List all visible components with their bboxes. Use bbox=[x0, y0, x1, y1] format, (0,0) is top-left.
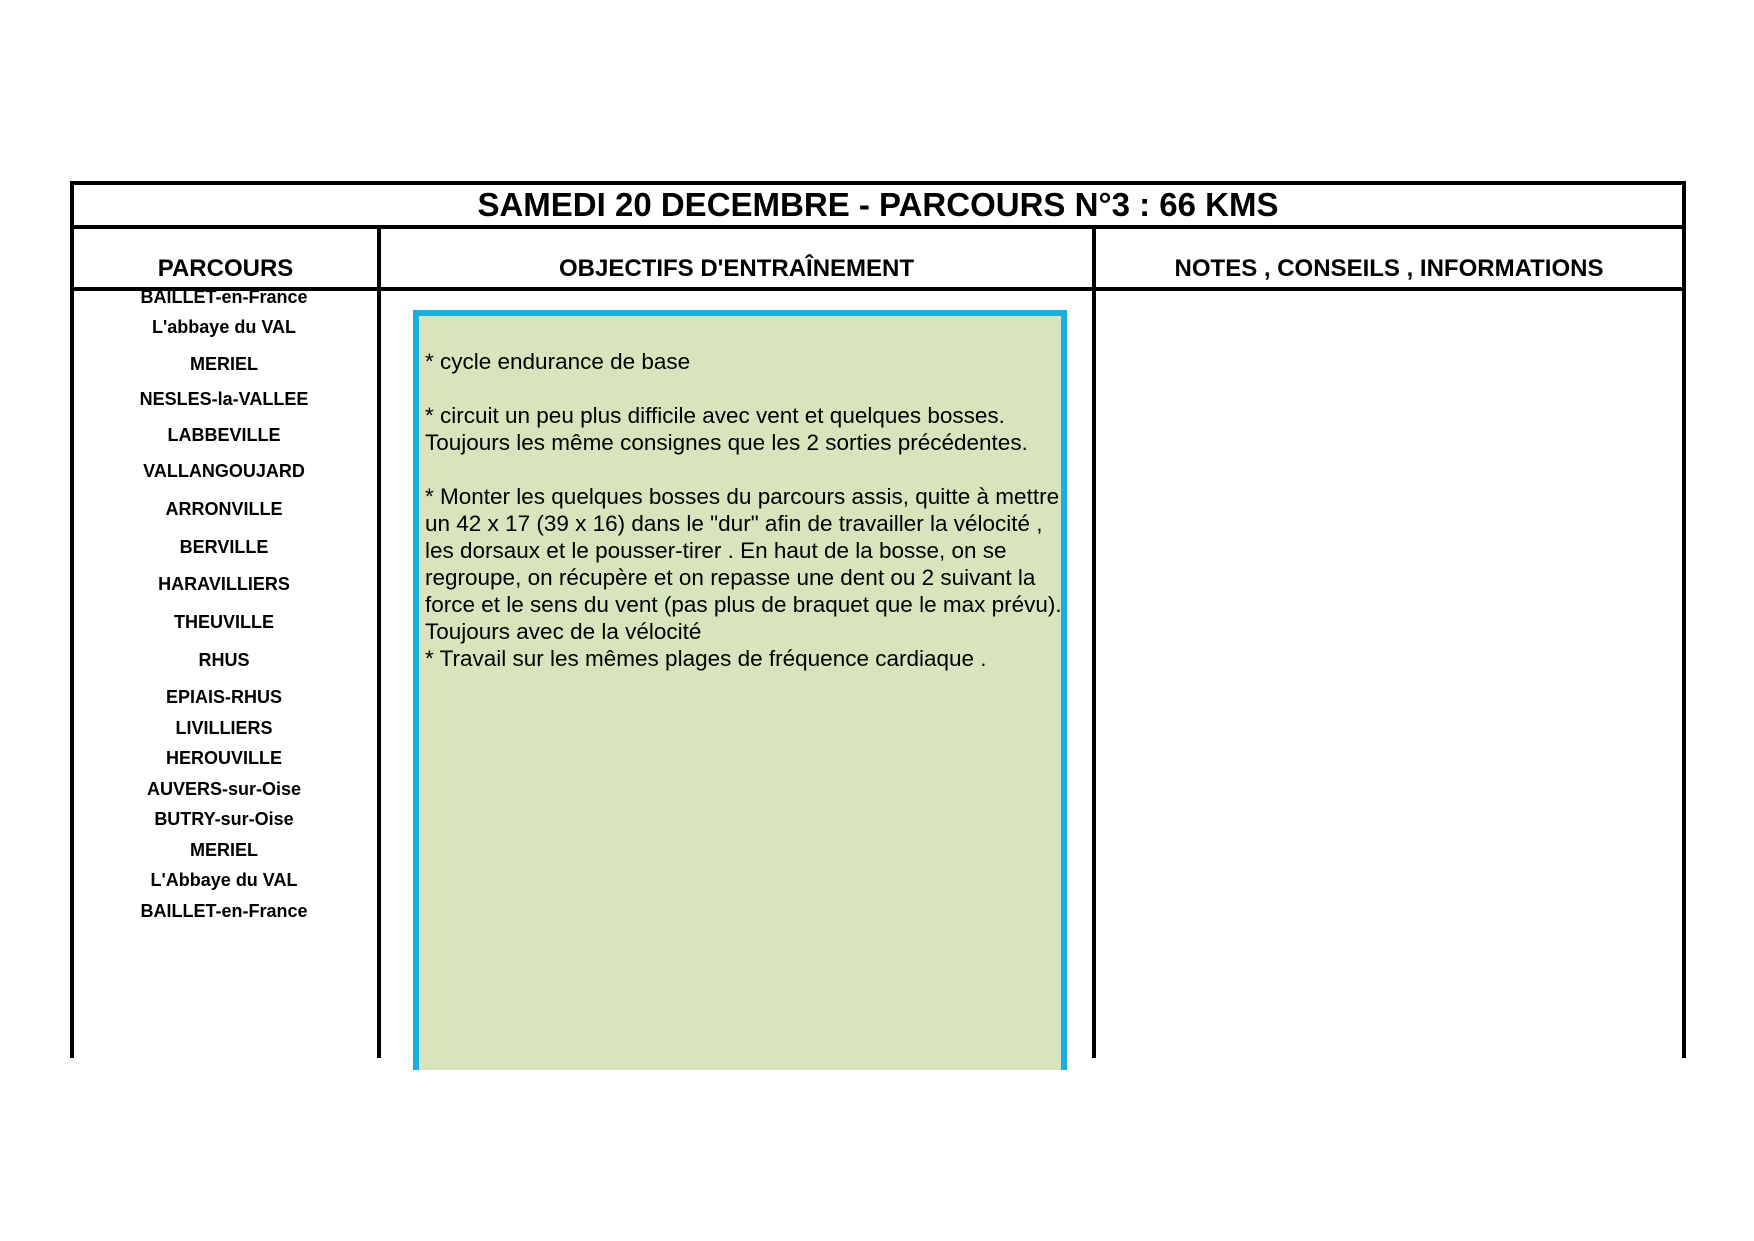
route-stop: HEROUVILLE bbox=[165, 748, 282, 768]
frame-right-border bbox=[1682, 181, 1686, 1058]
route-stop: VALLANGOUJARD bbox=[143, 461, 305, 481]
column-divider-route bbox=[377, 225, 381, 1058]
objective-paragraph: * cycle endurance de base bbox=[425, 349, 691, 374]
route-stop: BAILLET-en-France bbox=[140, 901, 308, 921]
route-stop: EPIAIS-RHUS bbox=[165, 687, 282, 707]
route-stop: AUVERS-sur-Oise bbox=[146, 779, 302, 799]
objective-paragraph: * circuit un peu plus difficile avec vent et quelques bosses. Toujours les même consignes que les 2 sorties précédentes. bbox=[425, 403, 1028, 455]
route-stop: L'Abbaye du VAL bbox=[150, 870, 298, 890]
column-header-notes: NOTES , CONSEILS , INFORMATIONS bbox=[1174, 255, 1604, 282]
route-stop: BERVILLE bbox=[179, 537, 269, 557]
route-stop: RHUS bbox=[198, 650, 250, 670]
column-header-route: PARCOURS bbox=[157, 255, 294, 282]
column-header-objectives: OBJECTIFS D'ENTRAÎNEMENT bbox=[558, 255, 915, 282]
route-stop: BUTRY-sur-Oise bbox=[154, 809, 294, 829]
objective-paragraph: * Monter les quelques bosses du parcours assis, quitte à mettre un 42 x 17 (39 x 16) dans le "dur" afin de travailler la vélocité , les dorsaux et le pousser-tirer . En haut de la bosse, on se regroupe, on récupère et on repasse une dent ou 2 suivant la force et le sens du vent (pas plus de braquet que le max prévu). Toujours avec de la vélocité bbox=[425, 484, 1062, 644]
route-stop: MERIEL bbox=[189, 354, 258, 374]
route-stop: MERIEL bbox=[189, 840, 258, 860]
objectives-text bbox=[425, 348, 1069, 672]
training-sheet bbox=[70, 181, 1686, 1058]
objectives-box bbox=[413, 310, 1067, 1070]
route-stop: NESLES-la-VALLEE bbox=[139, 389, 309, 409]
route-stop: ARRONVILLE bbox=[165, 499, 283, 519]
route-stop: THEUVILLE bbox=[173, 612, 274, 632]
route-stop: HARAVILLIERS bbox=[158, 574, 290, 594]
sheet-title: SAMEDI 20 DECEMBRE - PARCOURS N°3 : 66 KMS bbox=[477, 186, 1279, 223]
objective-paragraph: * Travail sur les mêmes plages de fréquence cardiaque . bbox=[425, 646, 987, 671]
route-stop: L'abbaye du VAL bbox=[152, 317, 296, 337]
notes-area bbox=[1096, 291, 1682, 1058]
route-stop: LIVILLIERS bbox=[175, 718, 273, 738]
route-stop: LABBEVILLE bbox=[167, 425, 281, 445]
route-stop: BAILLET-en-France bbox=[140, 287, 308, 307]
